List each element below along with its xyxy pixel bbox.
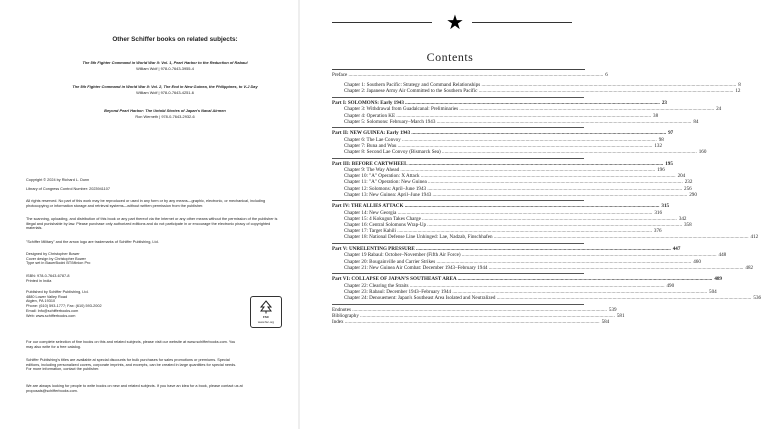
toc-chapter-entry[interactable] xyxy=(332,88,741,95)
lccn-line: Library of Congress Control Number: 2023941107 xyxy=(26,187,110,191)
toc-entry-page: 196 xyxy=(657,166,665,173)
toc-top-rule xyxy=(332,69,585,70)
toc-entry-label: Chapter 8: Second Lae Convoy (Bismarck Sea) ........................................................................................................................................................................................................ xyxy=(344,149,697,156)
fsc-logo-label: FSC xyxy=(263,315,269,319)
toc-entry-page: 98 xyxy=(658,136,664,143)
design-credits xyxy=(26,252,284,266)
fsc-logo xyxy=(250,296,282,328)
toc-entry-label: Part I: SOLOMONS: Early 1943 ........................................................................................................................................................................................................ xyxy=(332,100,660,107)
toc-entry-label: Chapter 14: New Georgia ........................................................................................................................................................................................................ xyxy=(344,209,653,216)
author-invitation-paragraph: We are always looking for people to write books on new and related subjects. If you have an idea for a book, please contact us at proposals@schifferbooks.com. xyxy=(26,384,243,393)
design-credit: Cover design by Christopher Bower xyxy=(26,256,86,261)
star-icon: ★ xyxy=(446,10,464,34)
toc-entry-page: 6 xyxy=(605,72,608,78)
toc-entry-label: Chapter 19 Rabaul: October–November (Fifth Air Force) ........................................................................................................................................................................................................ xyxy=(344,252,717,259)
related-book-title: The 5th Fighter Command in World War II: Vol. 1, Pearl Harbor to the Reduction of Rabaul xyxy=(82,60,248,65)
toc-entry-page: 23 xyxy=(661,100,667,107)
toc-entry-label: Part II: NEW GUINEA: Early 1943 ........................................................................................................................................................................................................ xyxy=(332,130,667,137)
toc-entry-label: Chapter 11: "A" Operation: New Guinea ........................................................................................................................................................................................................ xyxy=(344,179,683,186)
rights-paragraph: All rights reserved. No part of this work may be reproduced or used in any form or by any means—graphic, electronic, or mechanical, including photocopying or information storage and retrieval systems—without written permission from the publisher. xyxy=(26,199,266,208)
toc-entry-page: 12 xyxy=(735,88,741,95)
printed-line: Printed in India xyxy=(26,278,52,283)
related-book-title: The 5th Fighter Command in World War II: Vol. 2, The End in New Guinea, the Philippines, to V-J Day xyxy=(72,84,258,89)
toc-entry-page: 490 xyxy=(666,282,675,289)
toc-entry-page: 8 xyxy=(738,82,741,89)
toc-entry-label: Chapter 20: Bougainville and Carrier Strikes ........................................................................................................................................................................................................ xyxy=(344,258,692,265)
toc-entry-page: 460 xyxy=(693,258,701,265)
toc-divider xyxy=(332,127,584,128)
toc-entry-page: 504 xyxy=(709,288,717,295)
toc-entry-page: 482 xyxy=(745,264,754,271)
toc-entry-page: 448 xyxy=(718,252,727,259)
ornament-rule-right xyxy=(472,22,572,23)
toc-entry-label: Chapter 6: The Lae Convoy ........................................................................................................................................................................................................ xyxy=(344,136,657,143)
publisher-line: Published by Schiffer Publishing, Ltd. xyxy=(26,290,89,294)
toc-divider xyxy=(332,158,584,159)
toc-chapter-entry[interactable] xyxy=(332,234,759,241)
toc-chapter-entry[interactable] xyxy=(332,264,754,271)
toc-chapter-entry[interactable] xyxy=(332,149,707,156)
toc-entry-page: 581 xyxy=(616,313,625,319)
related-book xyxy=(40,109,290,119)
toc-entry-label: Chapter 7: Buna and Wau ........................................................................................................................................................................................................ xyxy=(344,142,653,149)
trademark-line: "Schiffer Military" and the arrow logo are trademarks of Schiffer Publishing, Ltd. xyxy=(26,240,159,244)
toc-entry-page: 539 xyxy=(608,306,617,313)
toc-entry-label: Index ........................................................................................................................................................................................................ xyxy=(332,319,600,326)
related-book-author: Ron Werneth | 978-0-7643-2932-6 xyxy=(135,113,195,119)
toc-entry-page: 358 xyxy=(684,222,692,229)
toc-chapter-entry[interactable] xyxy=(332,191,697,198)
toc-entry-label: Part V: UNRELENTING PRESSURE ........................................................................................................................................................................................................ xyxy=(332,246,671,253)
toc-entry-label: Chapter 1: Southern Pacific: Strategy and Command Relationships ........................................................................................................................................................................................................ xyxy=(344,82,737,89)
publisher-line: Atglen, PA 19310 xyxy=(26,299,56,304)
publisher-line: Email: Info@schifferbooks.com xyxy=(26,308,79,313)
toc-entry-label: Part III: BEFORE CARTWHEEL ........................................................................................................................................................................................................ xyxy=(332,160,664,167)
publisher-line: Phone: (610) 593-1777; Fax: (610) 593-2002 xyxy=(26,304,102,309)
ornament-rule-left xyxy=(332,22,432,23)
toc-entry-page: 489 xyxy=(714,276,722,283)
toc-entry-label: Chapter 4: Operation KE ........................................................................................................................................................................................................ xyxy=(344,112,652,119)
toc-entry-page: 84 xyxy=(693,118,699,125)
contents-title: Contents xyxy=(426,50,474,64)
tree-icon xyxy=(259,300,273,314)
toc-entry-page: 204 xyxy=(677,173,686,180)
toc-entry-page: 132 xyxy=(654,142,663,149)
toc-divider xyxy=(332,304,584,305)
toc-entry-label: Chapter 17: Target Kahili ........................................................................................................................................................................................................ xyxy=(344,228,652,235)
design-credit: Designed by Christopher Bower xyxy=(26,252,80,256)
toc-entry-page: 447 xyxy=(672,246,681,253)
toc-entry-label: Chapter 24: Denouement: Japan's Southeast Area Isolated and Neutralized ........................................................................................................................................................................................................ xyxy=(344,295,752,302)
design-credit: Type set in BauerBodni BT/Minion Pro xyxy=(26,261,91,266)
toc-chapter-entry[interactable] xyxy=(332,118,699,125)
toc-entry-label: Chapter 3: Withdrawal from Guadalcanal: Preliminaries ........................................................................................................................................................................................................ xyxy=(344,106,715,113)
toc-entry[interactable] xyxy=(332,72,608,78)
related-book-author: William Wolf | 978-0-7643-3955-4 xyxy=(136,65,194,71)
related-book xyxy=(40,85,290,95)
related-book-title: Beyond Pearl Harbor: The Untold Stories of Japan's Naval Airmen xyxy=(104,108,226,113)
toc-entry-page: 195 xyxy=(665,160,673,167)
toc-entry-label: Chapter 23: Rabaul: December 1943–February 1944 ........................................................................................................................................................................................................ xyxy=(344,288,708,295)
toc-entry-page: 315 xyxy=(661,203,670,210)
toc-entry-label: Part VI: COLLAPSE OF JAPAN'S SOUTHEAST AREA ........................................................................................................................................................................................................ xyxy=(332,276,713,283)
toc-entry-label: Preface ........................................................................................................................................................................................................ xyxy=(332,72,604,78)
toc-entry-label: Bibliography ........................................................................................................................................................................................................ xyxy=(332,313,615,319)
toc-divider xyxy=(332,97,584,98)
isbn-block xyxy=(26,274,284,283)
publisher-line: Web: www.schifferbooks.com xyxy=(26,313,76,318)
toc-entry-label: Chapter 15: 4 Kokugun Takes Charge ........................................................................................................................................................................................................ xyxy=(344,215,677,222)
toc-entry-page: 342 xyxy=(678,215,687,222)
toc-entry-label: Endnotes ........................................................................................................................................................................................................ xyxy=(332,306,607,313)
copyright-page xyxy=(0,0,298,429)
fsc-logo-url: www.fsc.org xyxy=(257,320,275,324)
toc-entry-label: Chapter 5: Solomons: February–March 1943 ........................................................................................................................................................................................................ xyxy=(344,118,692,125)
toc-entry-label: Chapter 21: New Guinea Air Combat: December 1943–February 1944 ........................................................................................................................................................................................................ xyxy=(344,264,744,271)
toc-entry-label: Chapter 16: Central Solomons Wrap-Up ........................................................................................................................................................................................................ xyxy=(344,222,682,229)
table-of-contents xyxy=(332,72,761,326)
toc-entry-label: Chapter 22: Clearing the Straits ........................................................................................................................................................................................................ xyxy=(344,282,665,289)
scanning-paragraph: The scanning, uploading, and distribution of this book or any part thereof via the Internet or any other means without the permission of the publisher is illegal and punishable by law. Please purchase only authorized editions and do not participate in or encourage the electronic piracy of copyrighted materials. xyxy=(26,217,278,231)
toc-entry-page: 24 xyxy=(716,106,722,113)
toc-divider xyxy=(332,200,584,201)
toc-entry-page: 376 xyxy=(653,228,662,235)
toc-entry-label: Chapter 12: Solomons: April–June 1943 ........................................................................................................................................................................................................ xyxy=(344,185,683,192)
toc-entry-page: 316 xyxy=(654,209,662,216)
toc-entry-page: 256 xyxy=(684,185,692,192)
toc-entry-label: Chapter 18: National Defense Line Unhinged: Lae, Nadzab, Finschhafen ........................................................................................................................................................................................................ xyxy=(344,234,749,241)
toc-entry-page: 38 xyxy=(653,112,659,119)
toc-entry-label: Part IV: THE ALLIES ATTACK ........................................................................................................................................................................................................ xyxy=(332,203,660,210)
toc-entry-page: 290 xyxy=(689,191,697,198)
toc-entry-page: 584 xyxy=(601,319,610,326)
toc-entry-page: 412 xyxy=(750,234,759,241)
related-books-heading: Other Schiffer books on related subjects: xyxy=(112,36,238,43)
toc-chapter-entry[interactable] xyxy=(332,295,761,302)
copyright-line: Copyright © 2024 by Richard L. Dunn xyxy=(26,178,90,182)
special-sales-paragraph: Schiffer Publishing's titles are available at special discounts for bulk purchases for sales promotions or premiums. Special editions, including personalized covers, corporate imprints, and excerpts, can be created in large quantities for special needs. For more information, contact the publisher. xyxy=(26,358,237,372)
toc-entry-page: 232 xyxy=(684,179,693,186)
catalog-paragraph: For our complete selection of fine books on this and related subjects, please visit our website at www.schifferbooks.com. You may also write for a free catalog. xyxy=(26,340,236,349)
related-book xyxy=(40,61,290,71)
related-book-author: William Wolf | 978-0-7643-4251-6 xyxy=(136,89,194,95)
publisher-line: 4880 Lower Valley Road xyxy=(26,294,68,299)
publisher-block xyxy=(26,290,284,318)
toc-entry-label: Chapter 13: New Guinea: April–June 1943 ........................................................................................................................................................................................................ xyxy=(344,191,688,198)
toc-entry-page: 160 xyxy=(698,149,707,156)
toc-divider xyxy=(332,273,584,274)
isbn-line: ISBN: 978-0-7643-6787-8 xyxy=(26,274,70,278)
toc-entry-page: 536 xyxy=(753,295,761,302)
toc-entry[interactable] xyxy=(332,319,610,326)
toc-entry-label: Chapter 2: Japanese Army Air Committed to the Southern Pacific ........................................................................................................................................................................................................ xyxy=(344,88,734,95)
toc-entry-label: Chapter 10: "A" Operation: X Attack ........................................................................................................................................................................................................ xyxy=(344,173,676,180)
toc-entry-label: Chapter 9: The Way Ahead ........................................................................................................................................................................................................ xyxy=(344,166,656,173)
toc-entry-page: 97 xyxy=(668,130,674,137)
toc-divider xyxy=(332,243,584,244)
